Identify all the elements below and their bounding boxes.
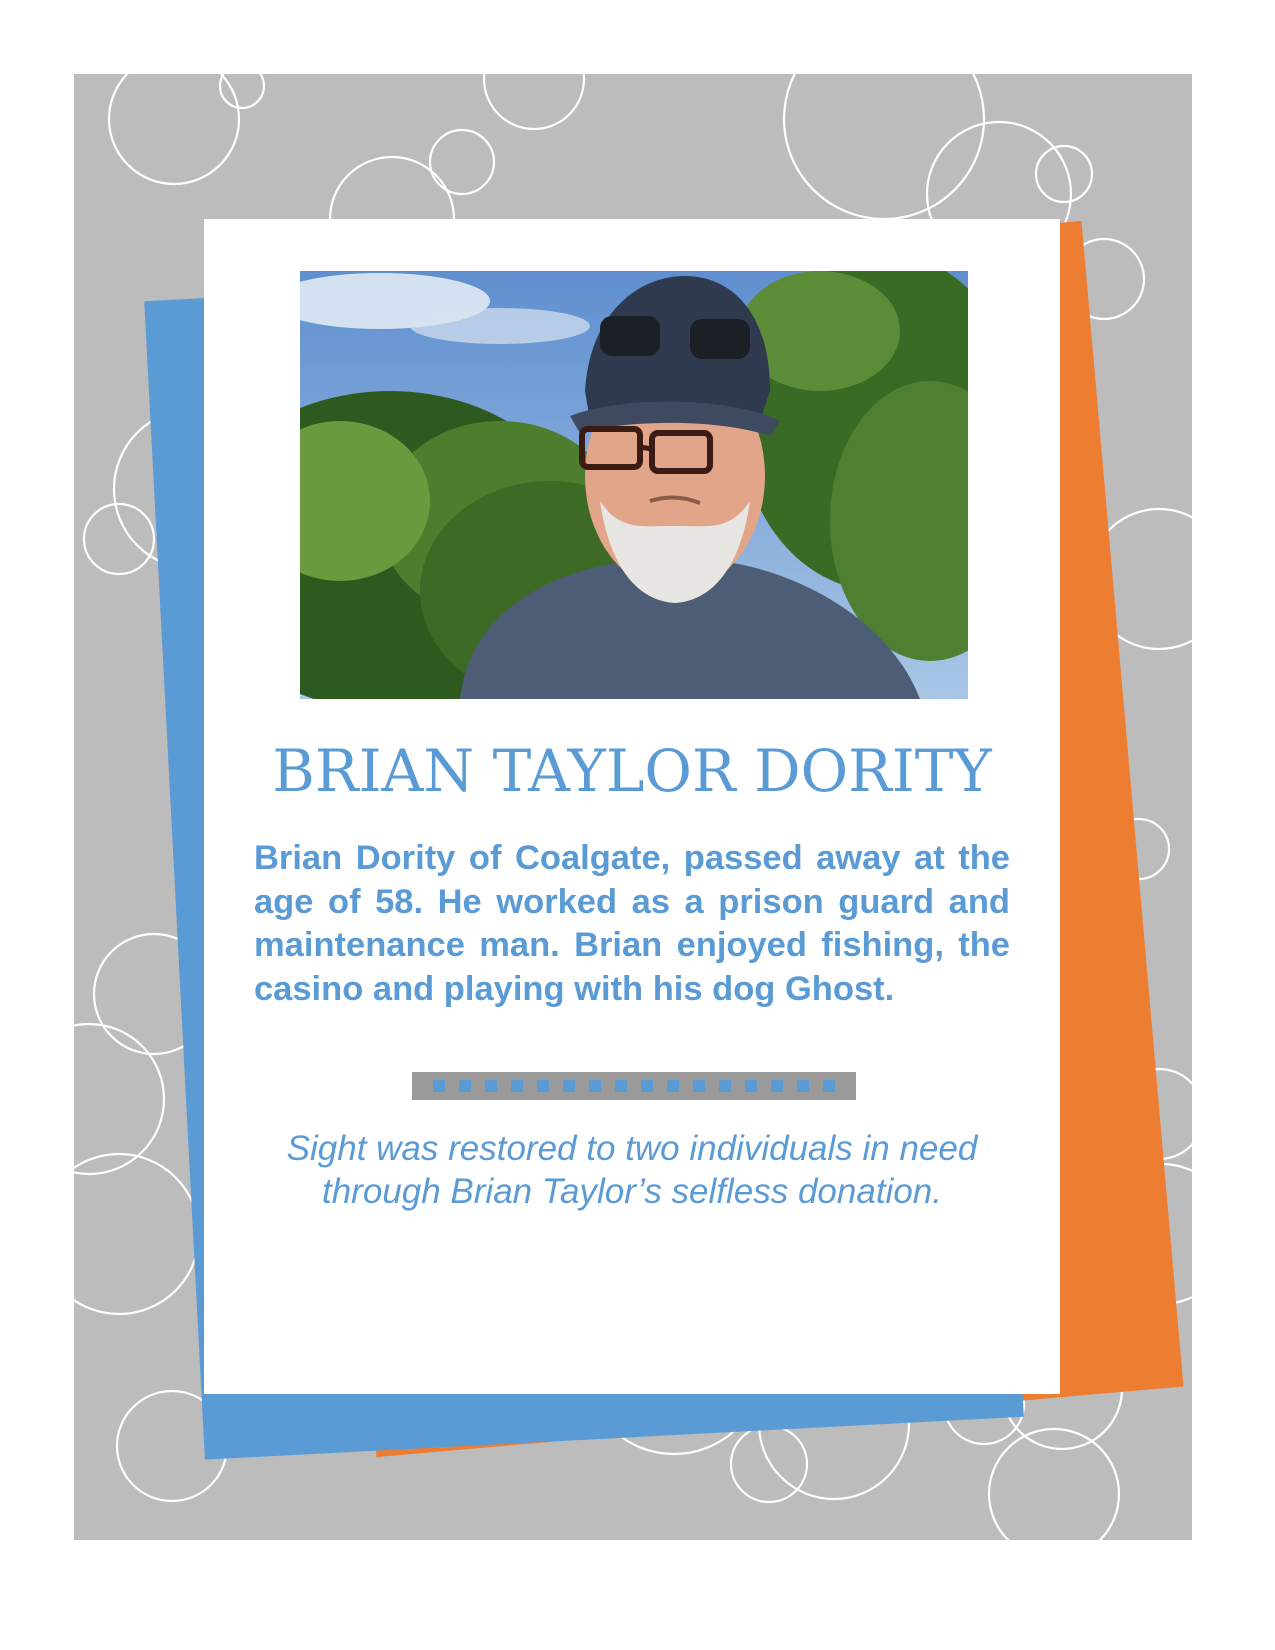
divider-square (823, 1080, 835, 1092)
divider-square (615, 1080, 627, 1092)
divider-square (745, 1080, 757, 1092)
obituary-text: Brian Dority of Coalgate, passed away at the age of 58. He worked as a prison guard and maintenance man. Brian enjoyed fishing, the casino and playing with his dog Ghost. (254, 839, 1010, 1008)
divider-square (459, 1080, 471, 1092)
divider-square (511, 1080, 523, 1092)
divider-square (797, 1080, 809, 1092)
background-frame (74, 74, 1192, 1540)
divider-square (771, 1080, 783, 1092)
divider-square (589, 1080, 601, 1092)
donation-tribute: Sight was restored to two individuals in need through Brian Taylor’s selfless donation. (286, 1129, 978, 1211)
divider-square (719, 1080, 731, 1092)
portrait-photo (300, 271, 968, 699)
divider-square (641, 1080, 653, 1092)
divider-square (667, 1080, 679, 1092)
divider-square (537, 1080, 549, 1092)
person-name: BRIAN TAYLOR DORITY (272, 737, 992, 805)
divider-square (485, 1080, 497, 1092)
dotted-divider (412, 1072, 856, 1100)
divider-square (563, 1080, 575, 1092)
divider-square (433, 1080, 445, 1092)
memorial-card (204, 219, 1060, 1394)
divider-square (693, 1080, 705, 1092)
